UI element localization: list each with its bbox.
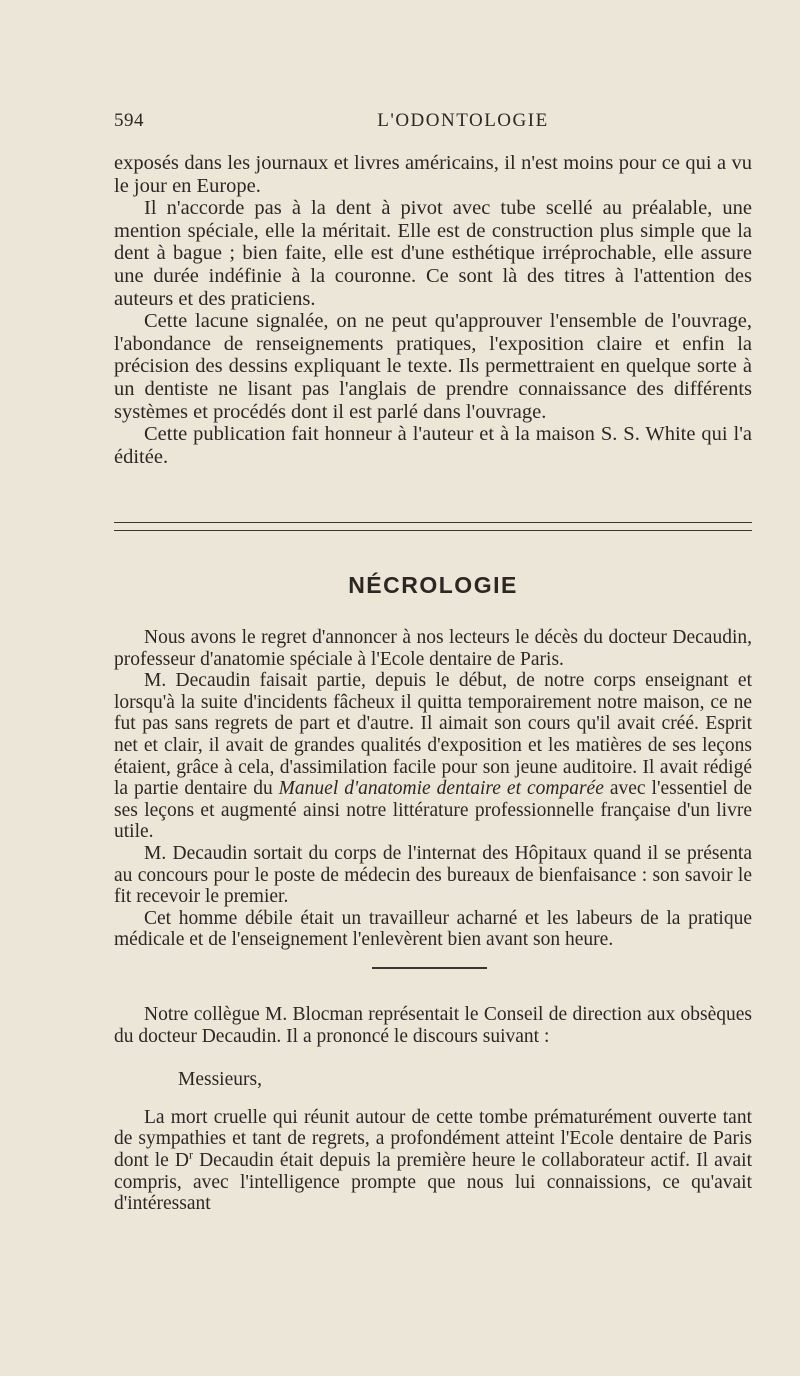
book-title: Manuel d'anatomie dentaire et comparée: [278, 778, 604, 800]
section-heading: NÉCROLOGIE: [348, 572, 518, 598]
section-divider: [114, 522, 752, 531]
review-paragraph: Cette lacune signalée, on ne peut qu'approuver l'ensemble de l'ouvrage, l'abondance de renseignements pratiques, l'exposition claire et enfin la précision des dessins expliquant le texte. Ils permettraient en quelque sorte à un dentiste ne lisant pas l'anglais de prendre connaissance des différents systèmes et procédés dont il est parlé dans l'ouvrage.: [114, 310, 752, 423]
short-divider: [372, 967, 487, 969]
running-head: [114, 110, 752, 140]
necrology-text: [114, 627, 752, 951]
text-run: M. Decaudin faisait partie, depuis le début, de notre corps enseignant et lorsqu'à la suite d'incidents fâcheux il quitta temporairement notre maison, ce ne fut pas sans regrets de part et d'autre. Il aimait son cours qu'il avait créé. Esprit net et clair, il avait de grandes qualités d'exposition et les matières de ses leçons étaient, grâce à cela, d'assimilation facile pour son jeune auditoire. Il avait rédigé la partie dentaire du: [114, 670, 752, 800]
review-text: [114, 152, 752, 468]
review-paragraph: Cette publication fait honneur à l'auteur et à la maison S. S. White qui l'a éditée.: [114, 423, 752, 468]
page-number: 594: [114, 110, 144, 131]
journal-title: L'ODONTOLOGIE: [377, 110, 549, 131]
text-run: Decaudin était depuis la première heure le collaborateur actif. Il avait compris, avec l'intelligence prompte que nous lui connaissions, ce qu'avait d'intéressant: [114, 1149, 753, 1215]
speech-paragraph: [114, 1107, 752, 1215]
review-paragraph: Il n'accorde pas à la dent à pivot avec tube scellé au préalable, une mention spéciale, elle la méritait. Elle est de construction plus simple que la dent à bague ; bien faite, elle est d'une esthétique irréprochable, elle assure une durée indéfinie à la couronne. Ce sont là des titres à l'attention des auteurs et des praticiens.: [114, 197, 752, 310]
speech-salutation: Messieurs,: [178, 1069, 262, 1091]
superscript: r: [189, 1147, 193, 1162]
necrology-paragraph: [114, 670, 752, 843]
speech-intro: Notre collègue M. Blocman représentait le Conseil de direction aux obsèques du docteur Decaudin. Il a prononcé le discours suivant :: [114, 1004, 752, 1047]
necrology-paragraph: Nous avons le regret d'annoncer à nos lecteurs le décès du docteur Decaudin, professeur d'anatomie spéciale à l'Ecole dentaire de Paris.: [114, 627, 752, 670]
text-run: avec l'essentiel de ses leçons et augmenté ainsi notre littérature professionnelle française d'un livre utile.: [114, 778, 753, 843]
necrology-paragraph: Cet homme débile était un travailleur acharné et les labeurs de la pratique médicale et de l'enseignement l'enlevèrent bien avant son heure.: [114, 907, 752, 951]
necrology-paragraph: M. Decaudin sortait du corps de l'internat des Hôpitaux quand il se présenta au concours pour le poste de médecin des bureaux de bienfaisance : son savoir le fit recevoir le premier.: [114, 842, 752, 908]
text-run: La mort cruelle qui réunit autour de cette tombe prématurément ouverte tant de sympathies et tant de regrets, a profondément atteint l'Ecole dentaire de Paris dont le D: [114, 1106, 752, 1171]
speech-text: [114, 1004, 752, 1215]
review-paragraph: exposés dans les journaux et livres américains, il n'est moins pour ce qui a vu le jour en Europe.: [114, 152, 752, 197]
